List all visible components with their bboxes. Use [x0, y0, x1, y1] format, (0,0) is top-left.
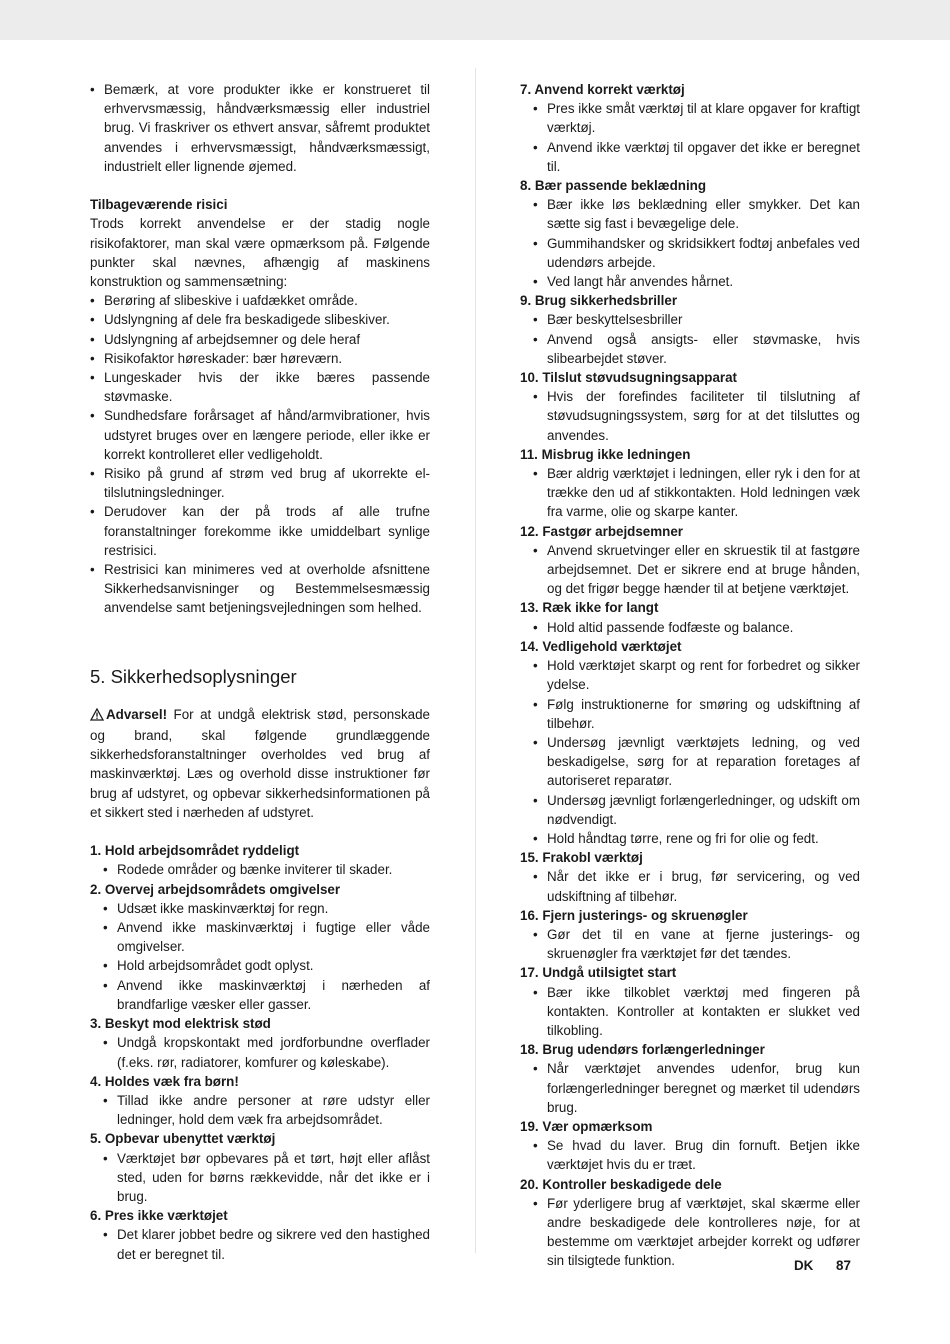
residual-risk-item: • Udslyngning af arbejdsemner og dele heraf — [90, 330, 430, 349]
safety-item-heading: 20. Kontroller beskadigede dele — [520, 1176, 722, 1192]
safety-item-heading: 9. Brug sikkerhedsbriller — [520, 293, 678, 309]
list-item: • Hvis der forefindes faciliteter til tilslutning af støvudsugningssystem, sørg for at det tilsluttes og anvendes. — [533, 387, 860, 445]
list-item: • Før yderligere brug af værktøjet, skal skærme eller andre beskadigede dele kontrolleres nøje, for at bestemme om værktøjet arbejder korrekt og udfører sin tilsigtede funktion. — [533, 1194, 860, 1271]
safety-item-list — [90, 1149, 430, 1207]
safety-item-list — [520, 464, 860, 522]
safety-item-heading: 16. Fjern justerings- og skruenøgler — [520, 907, 748, 923]
safety-item-heading: 5. Opbevar ubenyttet værktøj — [90, 1131, 276, 1147]
list-item: • Pres ikke småt værktøj til at klare opgaver for kraftigt værktøj. — [533, 99, 860, 137]
safety-item-list — [520, 310, 860, 368]
safety-item-heading: 6. Pres ikke værktøjet — [90, 1208, 228, 1224]
list-item: • Hold håndtag tørre, rene og fri for olie og fedt. — [533, 829, 860, 848]
warning-label: Advarsel! — [106, 706, 168, 722]
safety-item-heading: 3. Beskyt mod elektrisk stød — [90, 1016, 271, 1032]
list-item: • Når værktøjet anvendes udenfor, brug kun forlængerledninger beregnet og mærket til udendørs brug. — [533, 1059, 860, 1117]
list-item: • Undersøg jævnligt værktøjets ledning, og ved beskadigelse, sørg for at reparation foretages af autoriseret reparatør. — [533, 733, 860, 791]
safety-item-list — [90, 1091, 430, 1129]
residual-risk-item: • Lungeskader hvis der ikke bæres passende støvmaske. — [90, 368, 430, 406]
safety-item-heading: 10. Tilslut støvudsugningsapparat — [520, 370, 738, 386]
right-safety-items — [520, 80, 860, 1271]
safety-item-heading: 2. Overvej arbejdsområdets omgivelser — [90, 881, 341, 897]
safety-item-heading: 18. Brug udendørs forlængerledninger — [520, 1042, 765, 1058]
list-item: • Bær beskyttelsesbriller — [533, 310, 860, 329]
list-item: • Hold arbejdsområdet godt oplyst. — [103, 956, 430, 975]
list-item: • Rodede områder og bænke inviterer til skader. — [103, 860, 430, 879]
list-item: • Udsæt ikke maskinværktøj for regn. — [103, 899, 430, 918]
list-item: • Tillad ikke andre personer at røre udstyr eller ledninger, hold dem væk fra arbejdsområdet. — [103, 1091, 430, 1129]
safety-item-list — [520, 195, 860, 291]
safety-item-heading: 17. Undgå utilsigtet start — [520, 965, 677, 981]
safety-item-list — [90, 1225, 430, 1263]
warning-text: For at undgå elektrisk stød, personskade og brand, skal følgende grundlæggende sikkerhedsforanstaltninger overholdes ved brug af maskinværktøj. Læs og overhold disse instruktioner før brug af udstyret, og opbevar sikkerhedsinformationen på et sikkert sted i nærheden af udstyret. — [90, 706, 430, 820]
list-item: • Det klarer jobbet bedre og sikrere ved den hastighed det er beregnet til. — [103, 1225, 430, 1263]
warning-paragraph — [90, 705, 430, 822]
safety-item-list — [520, 1059, 860, 1117]
safety-item-heading: 14. Vedligehold værktøjet — [520, 638, 682, 654]
section-title: 5. Sikkerhedsoplysninger — [90, 665, 297, 687]
residual-list — [90, 291, 430, 617]
warning-icon — [90, 707, 104, 726]
safety-item-list — [520, 541, 860, 599]
list-item: • Anvend skruetvinger eller en skruestik til at fastgøre arbejdsemnet. Det er sikrere end at bruge hånden, og det frigør begge hænder til at betjene værktøjet. — [533, 541, 860, 599]
list-item: • Undersøg jævnligt forlængerledninger, og udskift om nødvendigt. — [533, 791, 860, 829]
list-item: • Anvend også ansigts- eller støvmaske, hvis slibearbejdet støver. — [533, 330, 860, 368]
residual-risk-item: • Berøring af slibeskive i uafdækket område. — [90, 291, 430, 310]
left-column — [90, 80, 430, 1264]
safety-item-heading: 12. Fastgør arbejdsemner — [520, 523, 683, 539]
list-item: • Se hvad du laver. Brug din fornuft. Betjen ikke værktøjet hvis du er træt. — [533, 1136, 860, 1174]
residual-risk-item: • Restrisici kan minimeres ved at overholde afsnittene Sikkerhedsanvisninger og Bestemmelsesmæssig anvendelse samt betjeningsvejledningen som helhed. — [90, 560, 430, 618]
safety-item-list — [90, 899, 430, 1014]
residual-text: Trods korrekt anvendelse er der stadig nogle risikofaktorer, man skal være opmærksom på. Følgende punkter skal nævnes, afhængig af maskinens konstruktion og sammensætning: — [90, 216, 430, 290]
top-band — [0, 0, 950, 40]
safety-item-heading: 15. Frakobl værktøj — [520, 850, 643, 866]
safety-item-list — [90, 860, 430, 879]
safety-item-list — [90, 1033, 430, 1071]
intro-bullet: • Bemærk, at vore produkter ikke er konstrueret til erhvervsmæssig, håndværksmæssig eller industriel brug. Vi fraskriver os ethvert ansvar, såfremt produktet anvendes i erhvervsmæssigt, håndværksmæssigt, industrielt eller lignende øjemed. — [90, 80, 430, 176]
list-item: • Bær ikke løs beklædning eller smykker. Det kan sætte sig fast i bevægelige dele. — [533, 195, 860, 233]
list-item: • Anvend ikke maskinværktøj i fugtige eller våde omgivelser. — [103, 918, 430, 956]
safety-item-heading: 4. Holdes væk fra børn! — [90, 1073, 239, 1089]
list-item: • Gør det til en vane at fjerne justerings- og skruenøgler fra værktøjet før det tændes. — [533, 925, 860, 963]
residual-risk-item: • Risikofaktor høreskader: bær høreværn. — [90, 349, 430, 368]
safety-item-heading: 8. Bær passende beklædning — [520, 178, 707, 194]
list-item: • Undgå kropskontakt med jordforbundne overflader (f.eks. rør, radiatorer, komfurer og køleskabe). — [103, 1033, 430, 1071]
footer-page-number: 87 — [836, 1258, 851, 1273]
right-column — [520, 80, 860, 1271]
list-item: • Gummihandsker og skridsikkert fodtøj anbefales ved udendørs arbejde. — [533, 234, 860, 272]
list-item: • Når det ikke er i brug, før servicering, og ved udskiftning af tilbehør. — [533, 867, 860, 905]
residual-risk-item: • Udslyngning af dele fra beskadigede slibeskiver. — [90, 310, 430, 329]
list-item: • Bær aldrig værktøjet i ledningen, eller ryk i den for at trække den ud af stikkontakten. Hold ledningen væk fra varme, olie og skarpe kanter. — [533, 464, 860, 522]
residual-risk-item: • Risiko på grund af strøm ved brug af ukorrekte el-tilslutningsledninger. — [90, 464, 430, 502]
list-item: • Anvend ikke værktøj til opgaver det ikke er beregnet til. — [533, 138, 860, 176]
list-item: • Hold værktøjet skarpt og rent for forbedret og sikker ydelse. — [533, 656, 860, 694]
list-item: • Værktøjet bør opbevares på et tørt, højt eller aflåst sted, uden for børns rækkevidde, når det ikke er i brug. — [103, 1149, 430, 1207]
intro-list — [90, 80, 430, 176]
residual-risk-item: • Sundhedsfare forårsaget af hånd/armvibrationer, hvis udstyret bruges over en længere periode, eller ikke er korrekt kontrolleret eller vedligeholdt. — [90, 406, 430, 464]
list-item: • Anvend ikke maskinværktøj i nærheden af brandfarlige væsker eller gasser. — [103, 976, 430, 1014]
list-item: • Følg instruktionerne for smøring og udskiftning af tilbehør. — [533, 695, 860, 733]
safety-item-heading: 13. Ræk ikke for langt — [520, 600, 659, 616]
left-safety-items — [90, 841, 430, 1263]
residual-heading: Tilbageværende risici — [90, 197, 228, 213]
safety-item-list — [520, 656, 860, 848]
safety-item-list — [520, 99, 860, 176]
safety-item-list — [520, 387, 860, 445]
column-divider — [475, 68, 476, 1253]
residual-risk-item: • Derudover kan der på trods af alle trufne foranstaltninger forekomme ikke umiddelbart synlige restrisici. — [90, 502, 430, 560]
safety-item-list — [520, 867, 860, 905]
list-item: • Ved langt hår anvendes hårnet. — [533, 272, 860, 291]
safety-item-list — [520, 925, 860, 963]
safety-item-heading: 19. Vær opmærksom — [520, 1118, 653, 1134]
safety-item-heading: 1. Hold arbejdsområdet ryddeligt — [90, 843, 300, 859]
safety-item-heading: 7. Anvend korrekt værktøj — [520, 82, 685, 97]
list-item: • Hold altid passende fodfæste og balance. — [533, 618, 860, 637]
safety-item-heading: 11. Misbrug ikke ledningen — [520, 446, 691, 462]
list-item: • Bær ikke tilkoblet værktøj med fingeren på kontakten. Kontroller at kontakten er slukket ved tilkobling. — [533, 983, 860, 1041]
safety-item-list — [520, 983, 860, 1041]
safety-item-list — [520, 618, 860, 637]
safety-item-list — [520, 1136, 860, 1174]
footer-language: DK — [794, 1258, 814, 1273]
